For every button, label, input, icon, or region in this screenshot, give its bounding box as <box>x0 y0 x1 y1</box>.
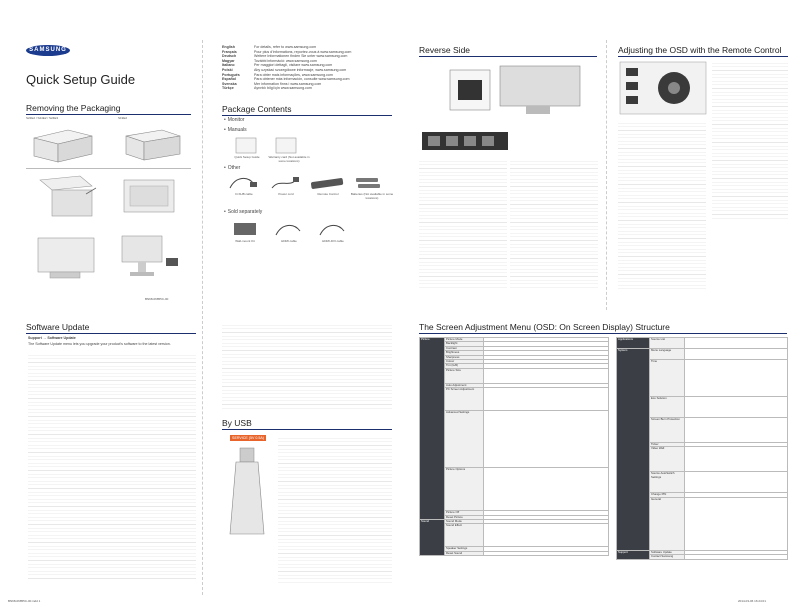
dsub-cable-icon <box>226 174 260 192</box>
box-illustration <box>28 124 98 164</box>
section-rule <box>419 56 597 57</box>
remote-button-diagram <box>618 60 708 116</box>
osd-item: Picture Mode <box>445 338 484 342</box>
unpack-step-illustration <box>112 172 187 222</box>
hdmi-dvi-cable-icon <box>316 219 350 239</box>
osd-item: Reset Sound <box>445 551 484 555</box>
batteries-icon <box>352 174 386 192</box>
wall-mount-label: Wall-mount Kit <box>235 239 255 243</box>
osd-remote-notes <box>618 120 706 290</box>
website-lang: Magyar <box>222 58 235 63</box>
osd-remote-notes <box>712 60 788 220</box>
osd-item: Source AutoSwitch Settings <box>650 472 685 493</box>
osd-item: Video Wall <box>650 447 685 472</box>
osd-item: Sharpness <box>445 355 484 359</box>
manual-label: Quick Setup Guide <box>234 155 260 159</box>
osd-item: Ticker <box>650 443 685 447</box>
power-cord-icon <box>268 174 302 192</box>
section-title-osd-structure: The Screen Adjustment Menu (OSD: On Screen Display) Structure <box>419 322 670 332</box>
osd-item: Contrast <box>445 346 484 350</box>
website-lang: Svenska <box>222 81 237 86</box>
website-lang: Deutsch <box>222 54 237 59</box>
website-text: For details, refer to www.samsung.com <box>254 45 317 49</box>
website-text: Para obtener más información, consulte www.samsung.com <box>254 77 350 82</box>
samsung-logo: SAMSUNG <box>26 45 70 56</box>
osd-group-applications: Applications <box>617 338 650 349</box>
osd-item: Advanced Settings <box>445 411 484 468</box>
dsub-label: D-SUB cable <box>235 192 253 196</box>
software-notes <box>28 352 196 582</box>
wall-mount-icon <box>228 219 262 239</box>
port-panel-illustration <box>420 128 510 154</box>
power-cord-label: Power cord <box>278 192 294 196</box>
website-lang: Türkçe <box>222 86 234 91</box>
osd-item: PC Screen Adjustment <box>445 388 484 411</box>
section-rule <box>618 56 788 57</box>
website-text: További információ: www.samsung.com <box>254 58 317 63</box>
osd-item: Sound Effect <box>445 524 484 547</box>
section-rule <box>26 114 191 115</box>
remote-label: Remote Control <box>317 192 339 196</box>
monitor-rear-illustration <box>440 60 590 120</box>
osd-item: General <box>650 497 685 550</box>
warranty-illustration <box>272 136 302 156</box>
website-text: Per maggiori dettagli, visitare www.samsung.com <box>254 63 333 68</box>
osd-table-left <box>419 337 609 556</box>
reverse-notes-block <box>419 158 507 288</box>
software-notes-right <box>222 322 392 410</box>
website-list <box>222 45 392 91</box>
usb-notes <box>278 435 392 585</box>
osd-item: Tint (G/R) <box>445 364 484 368</box>
software-menu-path: Support → Software Update <box>28 336 76 340</box>
section-rule <box>222 115 392 116</box>
models-right: S19E2 <box>118 116 128 120</box>
osd-item: Time <box>650 360 685 397</box>
osd-item: Menu Language <box>650 349 685 360</box>
website-text: Ayrıntılı bilgi için www.samsung.com <box>254 86 312 91</box>
osd-item: Eco Solution <box>650 397 685 418</box>
contents-manuals: • Manuals <box>224 128 247 133</box>
box-illustration <box>118 124 188 164</box>
osd-group-support: Support <box>617 550 650 559</box>
hdmi-cable-icon <box>272 219 306 239</box>
osd-item: Screen Burn Protection <box>650 418 685 443</box>
contents-other: • Other <box>224 166 240 171</box>
warranty-label: Warranty card (Not available in some locations) <box>268 155 310 163</box>
osd-table-right <box>616 337 788 560</box>
osd-group-system: System <box>617 349 650 551</box>
website-lang: Italiano <box>222 63 235 68</box>
osd-group-picture: Picture <box>420 338 445 520</box>
usb-port-badge: SERVICE (5V 0.5A) <box>230 435 266 441</box>
osd-item: Change PIN <box>650 493 685 497</box>
hdmi-dvi-label: HDMI-DVI cable <box>322 239 344 243</box>
software-lead: The Software Update menu lets you upgrade your product's software to the latest version. <box>28 342 171 346</box>
section-rule <box>222 429 392 430</box>
osd-item: Colour <box>445 360 484 364</box>
section-title-osd-remote: Adjusting the OSD with the Remote Control <box>618 45 782 55</box>
osd-item: Brightness <box>445 351 484 355</box>
remote-control-icon <box>308 174 346 192</box>
section-title-usb: By USB <box>222 418 252 428</box>
osd-item: Picture Size <box>445 368 484 383</box>
website-lang: English <box>222 45 235 49</box>
section-title-contents: Package Contents <box>222 104 292 114</box>
footer-right: 2014-03-06 16:24:01 <box>738 599 766 603</box>
osd-item: Picture Options <box>445 468 484 511</box>
section-rule <box>419 333 787 334</box>
website-text: Aby uzyskać szczegółowe informacje, www.samsung.com <box>254 67 347 72</box>
osd-item: Sound Mode <box>445 520 484 524</box>
osd-item: Auto Adjustment <box>445 383 484 387</box>
hdmi-cable-label: HDMI cable <box>281 239 297 243</box>
part-code: BN68-06855C-00 <box>145 297 169 301</box>
section-title-reverse: Reverse Side <box>419 45 471 55</box>
models-left: S22E2 / S24E2 / S24E3 <box>26 116 59 120</box>
website-text: Mer information finns i www.samsung.com <box>254 81 322 86</box>
osd-item: Reset Picture <box>445 515 484 519</box>
batteries-label: Batteries (Not available in some locations) <box>350 192 394 200</box>
osd-group-sound: Sound <box>420 520 445 556</box>
reverse-notes-block <box>510 158 598 288</box>
fold-line <box>606 40 607 310</box>
section-title-packaging: Removing the Packaging <box>26 103 121 113</box>
osd-item: Contact Samsung <box>650 555 685 559</box>
contents-monitor: • Monitor <box>224 118 244 123</box>
section-title-software: Software Update <box>26 322 90 332</box>
page-title: Quick Setup Guide <box>26 72 136 87</box>
manual-illustration <box>232 136 262 156</box>
usb-stick-icon <box>224 444 274 544</box>
section-rule <box>26 333 196 334</box>
website-lang: Português <box>222 72 240 77</box>
website-lang: Français <box>222 49 237 54</box>
osd-item: Backlight <box>445 342 484 346</box>
unpack-step-illustration <box>112 228 187 283</box>
website-lang: Polski <box>222 67 233 72</box>
website-lang: Español <box>222 77 236 82</box>
fold-line <box>202 40 203 595</box>
unpack-step-illustration <box>30 172 105 222</box>
osd-item: Speaker Settings <box>445 547 484 551</box>
osd-item: Software Update <box>650 550 685 554</box>
website-text: Para obter mais informações, www.samsung.com <box>254 72 333 77</box>
osd-item: Source List <box>650 338 685 349</box>
website-text: Weitere Informationen finden Sie unter www.samsung.com <box>254 54 348 59</box>
footer-left: BN68-06855C-00.indd 1 <box>8 599 41 603</box>
contents-sold-separately: • Sold separately <box>224 210 262 215</box>
website-text: Pour plus d'informations, reportez-vous à www.samsung.com <box>254 49 352 54</box>
unpack-step-illustration <box>30 228 105 283</box>
osd-item: Picture Off <box>445 511 484 515</box>
